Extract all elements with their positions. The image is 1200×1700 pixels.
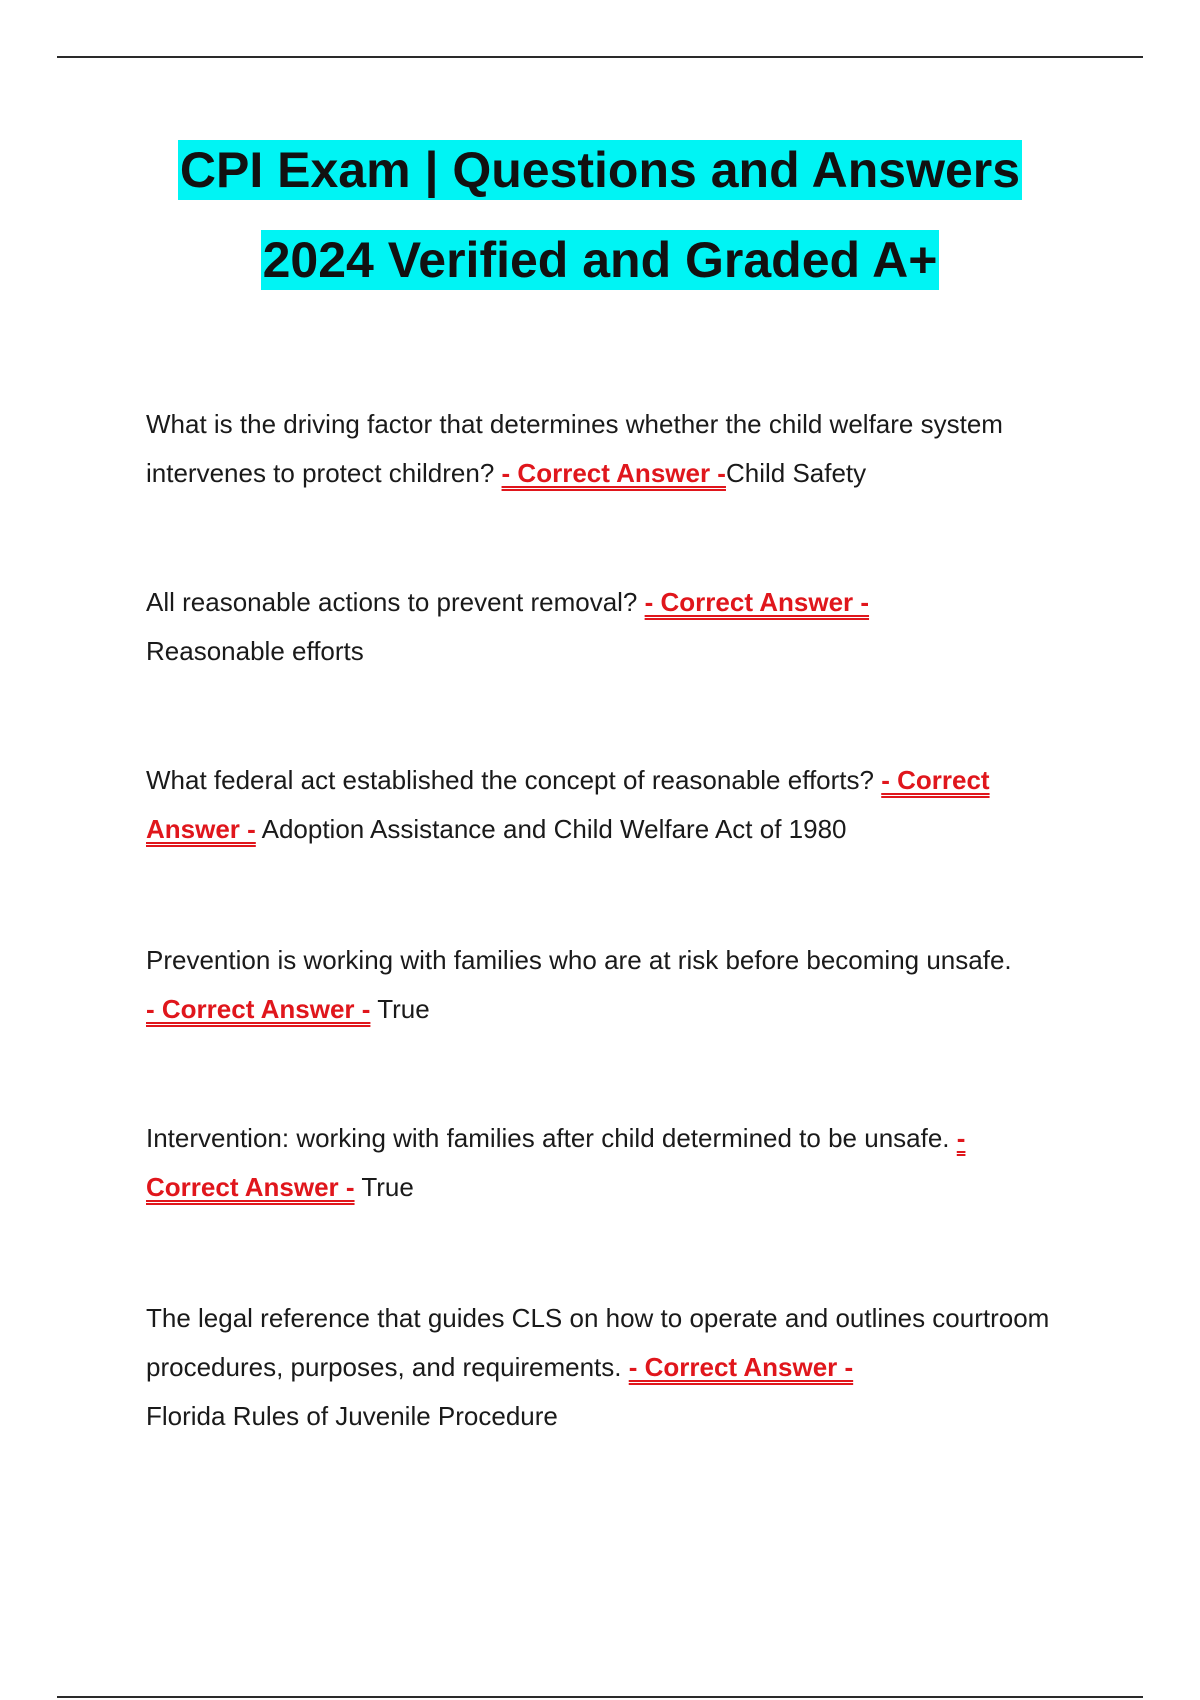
correct-answer-label: - Correct Answer - xyxy=(644,587,870,617)
answer-text: True xyxy=(377,994,430,1024)
question-text: The legal reference that guides CLS on how to operate and outlines courtroom procedures, purposes, and requirements. xyxy=(146,1303,1050,1382)
answer-text: Reasonable efforts xyxy=(146,636,364,666)
qa-item-6 xyxy=(146,1294,1096,1441)
question-text: All reasonable actions to prevent removal? xyxy=(146,587,638,617)
correct-answer-label: - Correct Answer - xyxy=(146,994,371,1024)
bottom-rule xyxy=(57,1696,1143,1698)
answer-text: Child Safety xyxy=(725,458,867,488)
correct-answer-label-part-1: - Correct xyxy=(881,765,990,795)
correct-answer-label: - Correct Answer - xyxy=(501,458,726,488)
correct-answer-label: - Correct Answer - xyxy=(628,1352,854,1382)
correct-answer-label-part-2: Answer - xyxy=(146,814,256,844)
qa-item-5 xyxy=(146,1114,1096,1212)
correct-answer-label-rest: Correct Answer - xyxy=(146,1172,355,1202)
qa-item-1 xyxy=(146,400,1096,498)
question-text: Prevention is working with families who are at risk before becoming unsafe. xyxy=(146,945,1012,975)
answer-text: True xyxy=(361,1172,414,1202)
question-text: What federal act established the concept of reasonable efforts? xyxy=(146,765,874,795)
answer-text: Florida Rules of Juvenile Procedure xyxy=(146,1401,558,1431)
top-rule xyxy=(57,56,1143,58)
correct-answer-label-dash: - xyxy=(956,1123,966,1153)
title-line-2: 2024 Verified and Graded A+ xyxy=(262,232,938,288)
document-title xyxy=(0,140,1200,290)
qa-item-4 xyxy=(146,936,1096,1034)
qa-item-3 xyxy=(146,756,1096,854)
question-text: Intervention: working with families after child determined to be unsafe. xyxy=(146,1123,950,1153)
question-text: What is the driving factor that determines whether the child welfare system intervenes to protect children? xyxy=(146,409,1003,488)
answer-text: Adoption Assistance and Child Welfare Act of 1980 xyxy=(261,814,847,844)
title-line-1: CPI Exam | Questions and Answers xyxy=(179,142,1021,198)
qa-item-2 xyxy=(146,578,1096,676)
